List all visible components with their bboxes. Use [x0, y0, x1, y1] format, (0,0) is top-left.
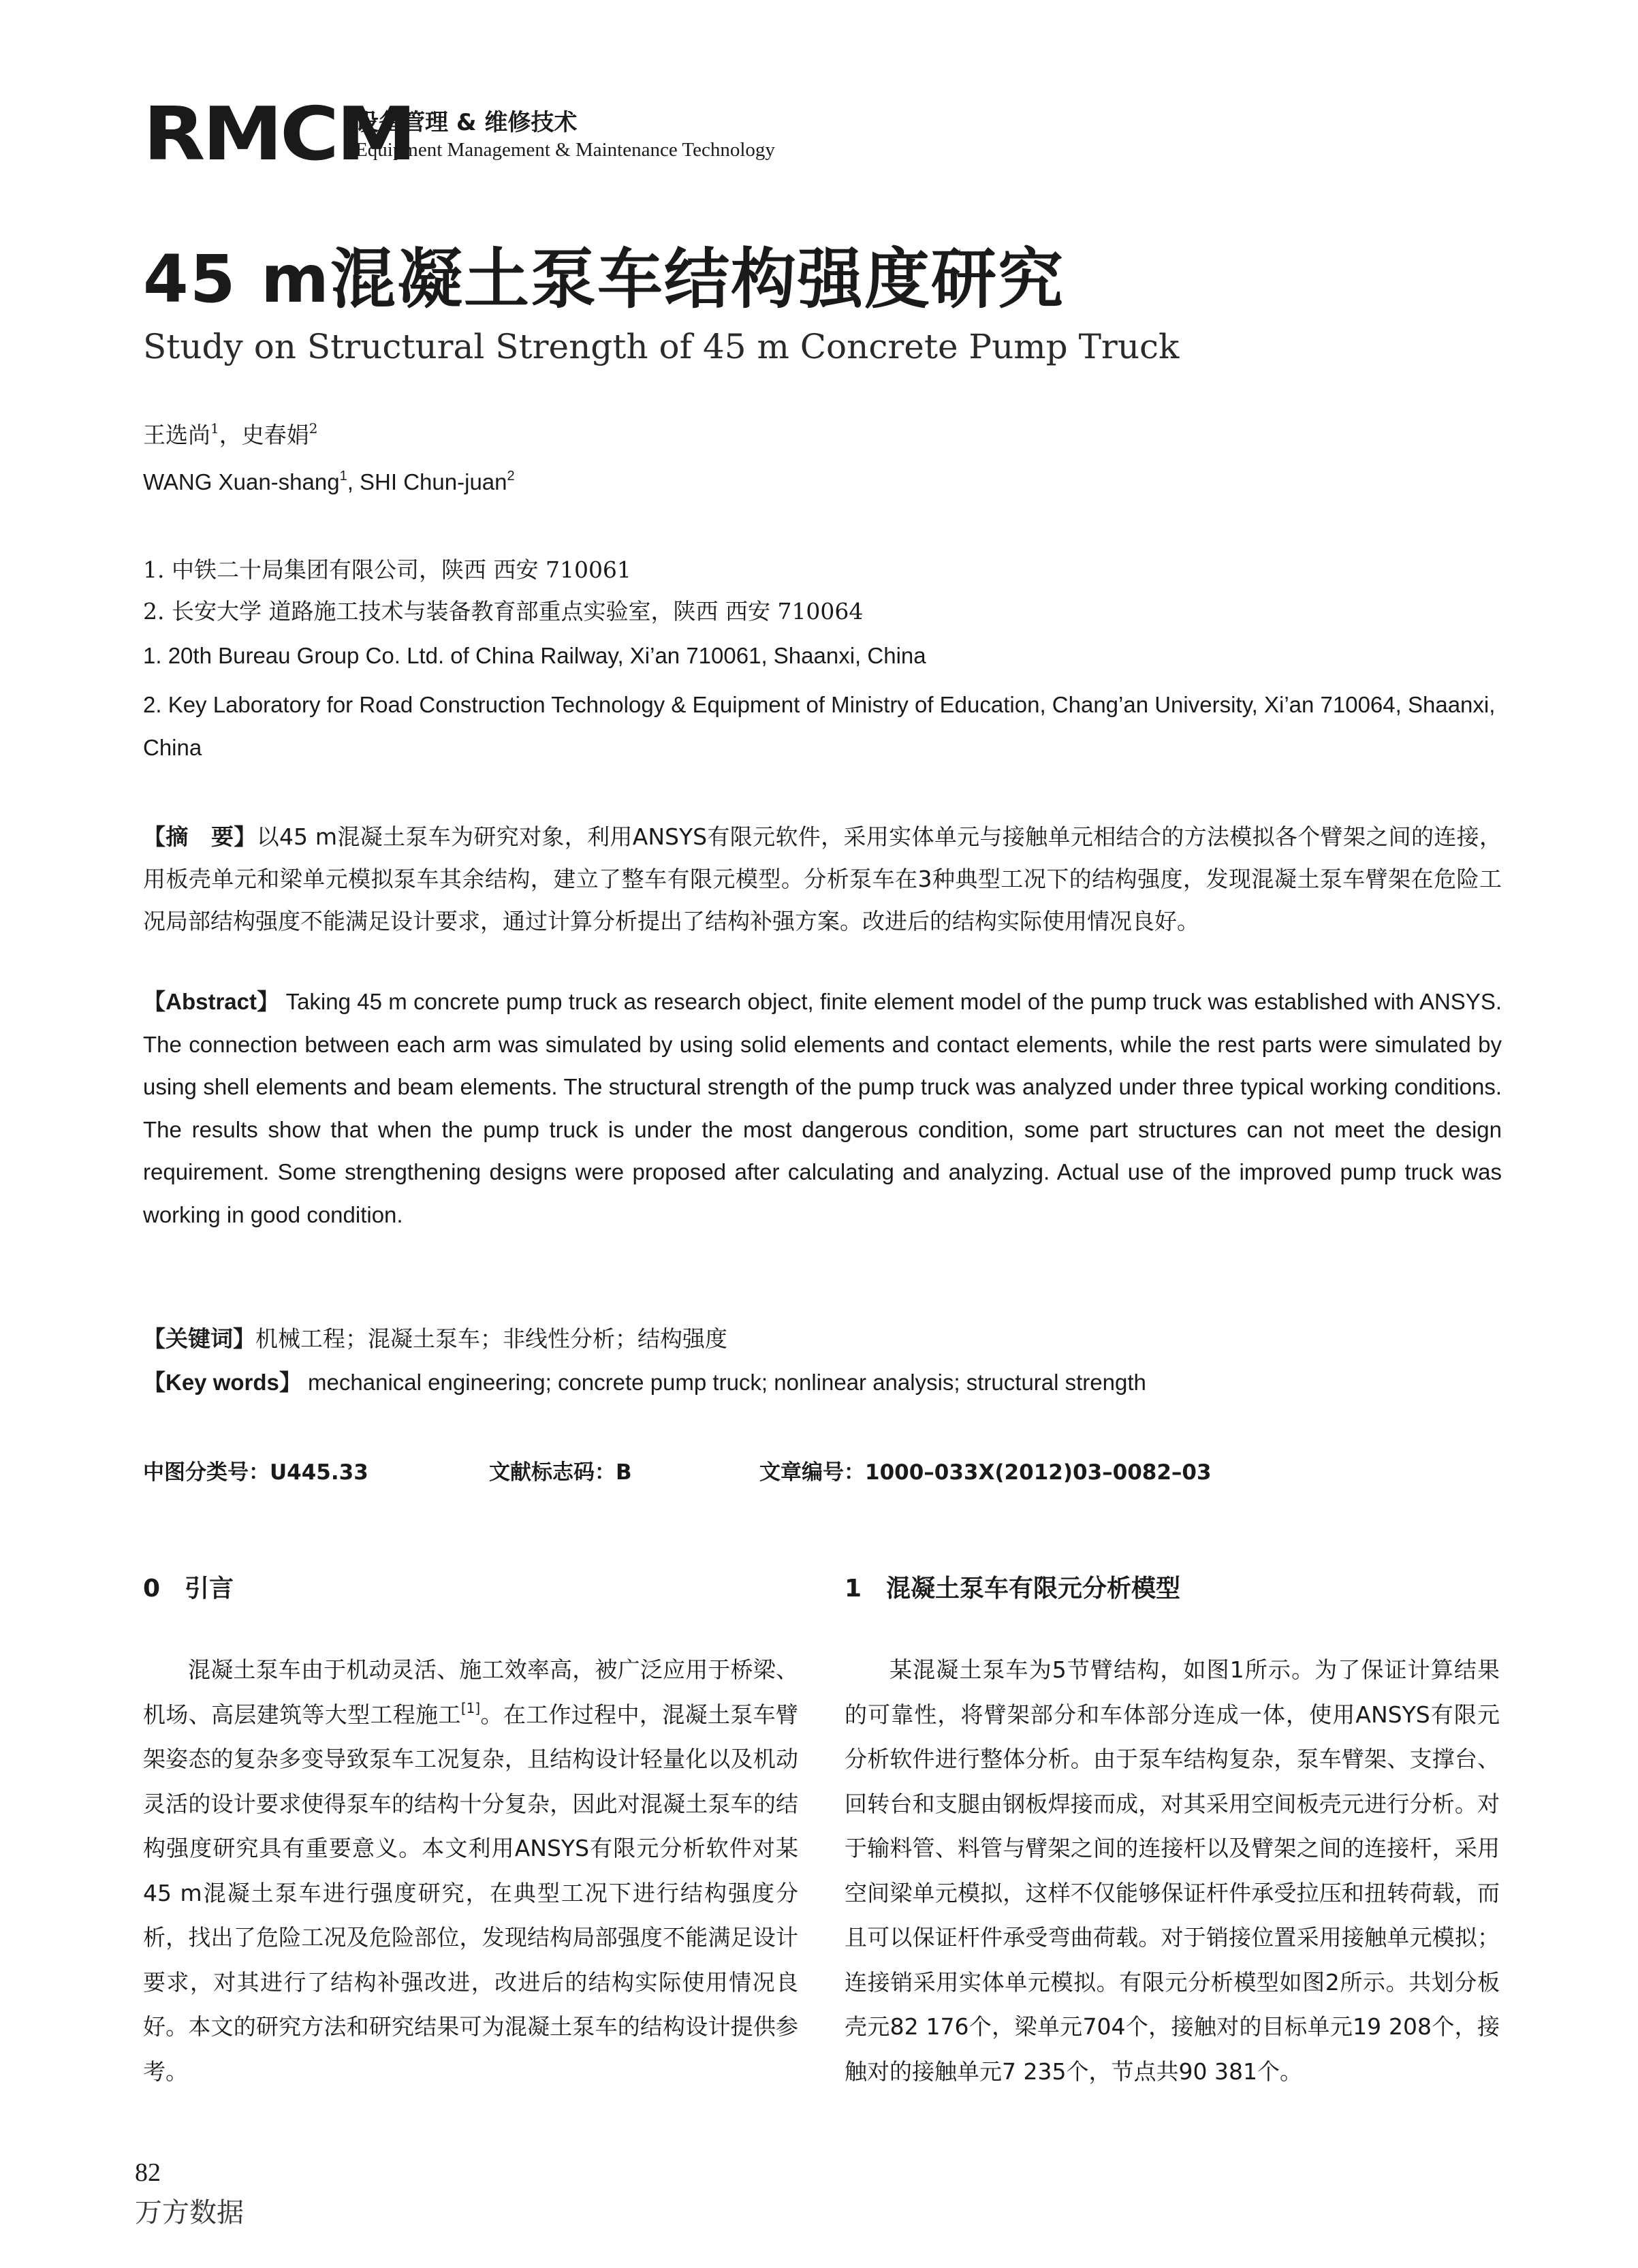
abstract-zh-text: 以45 m混凝土泵车为研究对象，利用ANSYS有限元软件，采用实体单元与接触单元相结合的方法模拟各个臂架之间的连接，用板壳单元和梁单元模拟泵车其余结构，建立了整车有限元模型。分析泵车在3种典型工况下的结构强度，发现混凝土泵车臂架在危险工况局部结构强度不能满足设计要求，通过计算分析提出了结构补强方案。改进后的结构实际使用情况良好。 — [143, 823, 1502, 934]
author-1-en: WANG Xuan-shang — [143, 469, 340, 494]
author-1-zh: 王选尚 — [143, 422, 210, 448]
section-0-body — [143, 1648, 798, 2094]
paper-title-zh: 45 m混凝土泵车结构强度研究 — [143, 241, 1065, 317]
authors-en — [143, 467, 515, 497]
affiliation-2-en: 2. Key Laboratory for Road Construction Technology & Equipment of Ministry of Education, Chang’an University, Xi’an 710064, Shaanxi, China — [143, 692, 1496, 760]
paper-title-en: Study on Structural Strength of 45 m Concrete Pump Truck — [143, 327, 1180, 366]
author-1-affil-mark: 1 — [210, 420, 219, 437]
author-1-affil-mark-en: 1 — [339, 469, 347, 484]
authors-zh — [143, 420, 317, 450]
section-0-text-a: 混凝土泵车由于机动灵活、施工效率高，被广泛应用于桥梁、机场、高层建筑等大型工程施工 — [143, 1656, 798, 1728]
abstract-en — [143, 981, 1502, 1236]
author-separator: ， — [219, 422, 242, 448]
abstract-en-text: Taking 45 m concrete pump truck as research object, finite element model of the pump truck was established with ANSYS. The connection between each arm was simulated by using solid elements and contact elements, while the rest parts were simulated by using shell elements and beam elements. The structural strength of the pump truck was analyzed under three typical working conditions. The results show that when the pump truck is under the most dangerous condition, some part structures can not meet the design requirement. Some strengthening designs were proposed after calculating and analyzing. Actual use of the improved pump truck was working in good condition. — [143, 989, 1502, 1227]
keywords-en-label: 【Key words】 — [143, 1370, 302, 1395]
affiliation-2-zh: 2. 长安大学 道路施工技术与装备教育部重点实验室，陕西 西安 710064 — [143, 598, 864, 625]
keywords-zh-text: 机械工程；混凝土泵车；非线性分析；结构强度 — [255, 1325, 727, 1352]
article-number: 文章编号：1000–033X(2012)03–0082–03 — [759, 1460, 1212, 1485]
document-code: 文献标志码：B — [489, 1460, 632, 1485]
author-2-en: SHI Chun-juan — [360, 469, 507, 494]
abstract-en-label: 【Abstract】 — [143, 989, 280, 1014]
author-2-affil-mark: 2 — [309, 420, 318, 437]
section-0-text-b: 。在工作过程中，混凝土泵车臂架姿态的复杂多变导致泵车工况复杂，且结构设计轻量化以及机动灵活的设计要求使得泵车的结构十分复杂，因此对混凝土泵车的结构强度研究具有重要意义。本文利用ANSYS有限元分析软件对某45 m混凝土泵车进行强度研究，在典型工况下进行结构强度分析，找出了危险工况及危险部位，发现结构局部强度不能满足设计要求，对其进行了结构补强改进，改进后的结构实际使用情况良好。本文的研究方法和研究结果可为混凝土泵车的结构设计提供参考。 — [143, 1701, 799, 2085]
section-1-body: 某混凝土泵车为5节臂结构，如图1所示。为了保证计算结果的可靠性，将臂架部分和车体部分连成一体，使用ANSYS有限元分析软件进行整体分析。由于泵车结构复杂，泵车臂架、支撑台、回转台和支腿由钢板焊接而成，对其采用空间板壳元进行分析。对于输料管、料管与臂架之间的连接杆以及臂架之间的连接杆，采用空间梁单元模拟，这样不仅能够保证杆件承受拉压和扭转荷载，而且可以保证杆件承受弯曲荷载。对于销接位置采用接触单元模拟；连接销采用实体单元模拟。有限元分析模型如图2所示。共划分板壳元82 176个，梁单元704个，接触对的目标单元19 208个，接触对的接触单元7 235个，节点共90 381个。 — [845, 1656, 1500, 2085]
author-2-zh: 史春娟 — [241, 422, 309, 448]
keywords-zh — [143, 1324, 727, 1354]
classification-number: 中图分类号：U445.33 — [143, 1460, 368, 1485]
journal-name-en: Equipment Management & Maintenance Technology — [356, 139, 775, 161]
source-watermark: 万方数据 — [135, 2197, 244, 2228]
author-separator-en: , — [347, 469, 360, 494]
journal-name-zh: 设备管理 & 维修技术 — [356, 109, 578, 136]
page-number: 82 — [135, 2158, 161, 2187]
affiliation-1-zh: 1. 中铁二十局集团有限公司，陕西 西安 710061 — [143, 556, 631, 583]
affiliation-1-en: 1. 20th Bureau Group Co. Ltd. of China Railway, Xi’an 710061, Shaanxi, China — [143, 643, 926, 668]
author-2-affil-mark-en: 2 — [507, 469, 515, 484]
journal-logo: RMCM — [143, 92, 414, 177]
section-0-title: 0 引言 — [143, 1575, 234, 1603]
section-1-title: 1 混凝土泵车有限元分析模型 — [845, 1575, 1181, 1603]
keywords-en — [143, 1368, 1146, 1398]
keywords-en-text: mechanical engineering; concrete pump truck; nonlinear analysis; structural strength — [301, 1370, 1146, 1395]
citation-ref[interactable]: [1] — [460, 1699, 481, 1716]
abstract-zh — [143, 816, 1502, 943]
abstract-zh-label: 【摘 要】 — [143, 823, 257, 850]
keywords-zh-label: 【关键词】 — [143, 1325, 255, 1352]
